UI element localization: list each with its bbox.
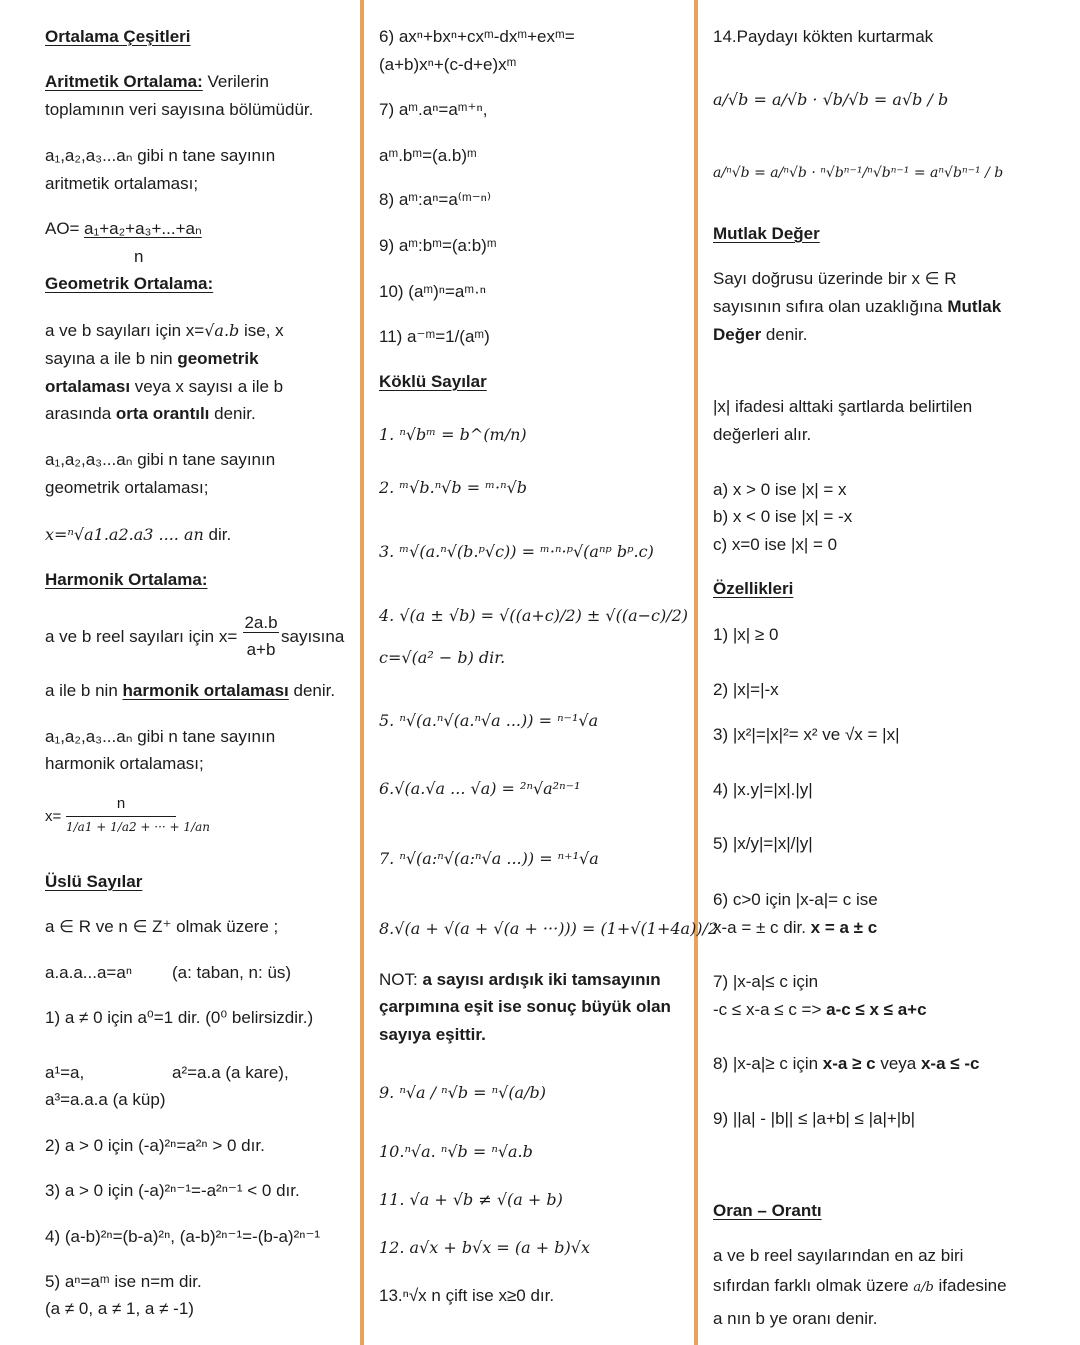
root-rule10: 10.ⁿ√a. ⁿ√b = ⁿ√a.b (379, 1142, 533, 1161)
md-line3-a: Değer (713, 325, 762, 344)
prop6-line2-b: x = a ± c (810, 918, 878, 937)
geo-line3 (45, 377, 283, 397)
prop4: 4) |x.y|=|x|.|y| (713, 780, 813, 799)
rule7: 7) aᵐ.aⁿ=aᵐ⁺ⁿ, (379, 100, 488, 119)
aritmetik-def-text: Verilerin (202, 72, 269, 91)
column-divider-left (360, 0, 364, 1345)
geo-seq-line2: geometrik ortalaması; (45, 478, 209, 497)
prop7-line2-a: -c ≤ x-a ≤ c => (713, 1000, 827, 1019)
prop5: 5) |x/y|=|x|/|y| (713, 834, 813, 853)
prop7-line1: 7) |x-a|≤ c için (713, 972, 819, 991)
case-b: b) x < 0 ise |x| = -x (713, 507, 853, 526)
uslu-rule1c: a³=a.a.a (a küp) (45, 1090, 166, 1109)
case-a: a) x > 0 ise |x| = x (713, 480, 847, 499)
prop7-line2-b: a-c ≤ x ≤ a+c (826, 1000, 927, 1019)
harm-line2-a: a ile b nin (45, 681, 123, 700)
uslu-line2-b: (a: taban, n: üs) (172, 963, 292, 982)
arit-seq-line1: a₁,a₂,a₃...aₙ gibi n tane sayının (45, 146, 276, 165)
geo-line1 (45, 321, 284, 341)
geo-seq-line1: a₁,a₂,a₃...aₙ gibi n tane sayının (45, 450, 276, 469)
oran-line2-a: sıfırdan farklı olmak üzere (713, 1276, 914, 1295)
payday-formula2: a/ⁿ√b = a/ⁿ√b · ⁿ√bⁿ⁻¹/ⁿ√bⁿ⁻¹ = aⁿ√bⁿ⁻¹ / b (713, 165, 1004, 181)
prop8-c: veya (875, 1054, 921, 1073)
root-rule8: 8.√(a + √(a + √(a + ···))) = (1+√(1+4a))/2 (379, 919, 719, 938)
harmonik-heading: Harmonik Ortalama: (45, 570, 208, 589)
prop6-line2 (713, 918, 877, 938)
case-c: c) x=0 ise |x| = 0 (713, 535, 838, 554)
koklu-heading: Köklü Sayılar (379, 372, 487, 391)
rule6-line1: 6) axⁿ+bxⁿ+cxᵐ-dxᵐ+exᵐ= (379, 27, 575, 46)
geo-formula (45, 525, 231, 545)
prop9: 9) ||a| - |b|| ≤ |a+b| ≤ |a|+|b| (713, 1109, 916, 1128)
harm-line2 (45, 681, 335, 701)
prop8 (713, 1054, 979, 1074)
harm-seq-line1: a₁,a₂,a₃...aₙ gibi n tane sayının (45, 727, 276, 746)
geo-line4-b: orta orantılı (115, 404, 210, 423)
note-line3: sayıya eşittir. (379, 1025, 486, 1044)
harm-x-label: x= (45, 808, 62, 825)
prop6-line2-a: x-a = ± c dir. (713, 918, 811, 937)
aritmetik-def-line1 (45, 72, 269, 92)
harm-line2-c: denir. (288, 681, 336, 700)
root-rule3: 3. ᵐ√(a.ⁿ√(b.ᵖ√c)) = ᵐ·ⁿ·ᵖ√(aⁿᵖ bᵖ.c) (379, 542, 654, 561)
oran-line1: a ve b reel sayılarından en az biri (713, 1246, 964, 1265)
root-rule5: 5. ⁿ√(a.ⁿ√(a.ⁿ√a ...)) = ⁿ⁻¹√a (379, 711, 599, 730)
harm-line1-b: sayısına (281, 627, 345, 646)
uslu-heading: Üslü Sayılar (45, 872, 143, 891)
uslu-rule1: 1) a ≠ 0 için a⁰=1 dir. (0⁰ belirsizdir.) (45, 1008, 314, 1027)
harm-fraction-bar (243, 632, 279, 633)
root-rule4b: c=√(a² − b) dir. (379, 648, 506, 667)
root-rule12: 12. a√x + b√x = (a + b)√x (379, 1238, 590, 1257)
root-rule2: 2. ᵐ√b.ⁿ√b = ᵐ·ⁿ√b (379, 478, 528, 497)
note-line1-text: a sayısı ardışık iki tamsayının (417, 970, 661, 989)
oran-heading: Oran – Orantı (713, 1201, 822, 1220)
prop7-line2 (713, 1000, 927, 1020)
aritmetik-heading: Aritmetik Ortalama: (45, 72, 203, 91)
root-rule13: 13.ⁿ√x n çift ise x≥0 dır. (379, 1286, 555, 1305)
geo-formula-tail: dir. (203, 525, 232, 544)
prop3: 3) |x²|=|x|²= x² ve √x = |x| (713, 725, 900, 744)
prop1: 1) |x| ≥ 0 (713, 625, 779, 644)
geo-sqrt-ab: √a.b (204, 321, 240, 340)
oran-line2 (713, 1276, 1007, 1296)
ao-numerator: a₁+a₂+a₃+...+aₙ (84, 219, 202, 238)
ao-label: AO= (45, 219, 80, 238)
uslu-line1: a ∈ R ve n ∈ Z⁺ olmak üzere ; (45, 917, 279, 936)
note-line1 (379, 970, 661, 990)
root-rule9: 9. ⁿ√a / ⁿ√b = ⁿ√(a/b) (379, 1083, 546, 1102)
harm-line2-b: harmonik ortalaması (122, 681, 289, 700)
uslu-rule3: 3) a > 0 için (-a)²ⁿ⁻¹=-a²ⁿ⁻¹ < 0 dır. (45, 1181, 300, 1200)
note-line2: çarpımına eşit ise sonuç büyük olan (379, 997, 671, 1016)
uslu-rule4: 4) (a-b)²ⁿ=(b-a)²ⁿ, (a-b)²ⁿ⁻¹=-(b-a)²ⁿ⁻¹ (45, 1227, 321, 1246)
arit-seq-line2: aritmetik ortalaması; (45, 174, 199, 193)
md-line2-b: Mutlak (947, 297, 1002, 316)
prop6-line1: 6) c>0 için |x-a|= c ise (713, 890, 878, 909)
harm-seq-line2: harmonik ortalaması; (45, 754, 204, 773)
uslu-line2-a: a.a.a...a=aⁿ (45, 963, 133, 982)
note-label: NOT: (379, 970, 418, 989)
harm-line1-a: a ve b reel sayıları için x= (45, 627, 238, 646)
oran-line2-b: ifadesine (933, 1276, 1007, 1295)
md-line3-b: denir. (761, 325, 808, 344)
geo-line3-b: veya x sayısı a ile b (130, 377, 284, 396)
md-line3 (713, 325, 808, 345)
md-line2-a: sayısının sıfıra olan uzaklığına (713, 297, 948, 316)
oran-fraction: a/b (913, 1280, 934, 1295)
rule6-line2: (a+b)xⁿ+(c-d+e)xᵐ (379, 55, 517, 74)
geo-line2 (45, 349, 259, 369)
column-divider-right (694, 0, 698, 1345)
uslu-rule5b: (a ≠ 0, a ≠ 1, a ≠ -1) (45, 1299, 194, 1318)
uslu-rule1b-b: a²=a.a (a kare), (172, 1063, 289, 1082)
aritmetik-def-line2: toplamının veri sayısına bölümüdür. (45, 100, 314, 119)
uslu-rule5: 5) aⁿ=aᵐ ise n=m dir. (45, 1272, 202, 1291)
prop8-d: x-a ≤ -c (920, 1054, 980, 1073)
geo-line2-b: geometrik (177, 349, 259, 368)
md-line5: değerleri alır. (713, 425, 812, 444)
root-rule11: 11. √a + √b ≠ √(a + b) (379, 1190, 563, 1209)
root-rule4: 4. √(a ± √b) = √((a+c)/2) ± √((a−c)/2) (379, 606, 689, 625)
mutlak-heading: Mutlak Değer (713, 224, 820, 243)
geo-line4-a: arasında (45, 404, 116, 423)
geometrik-heading: Geometrik Ortalama: (45, 274, 214, 293)
ozellik-heading: Özellikleri (713, 579, 794, 598)
root-rule1: 1. ⁿ√bᵐ = b^(m/n) (379, 425, 527, 444)
harm-formula-bar (66, 816, 176, 817)
root-rule7: 7. ⁿ√(a:ⁿ√(a:ⁿ√a ...)) = ⁿ⁺¹√a (379, 849, 599, 868)
ortalama-title: Ortalama Çeşitleri (45, 27, 191, 46)
prop8-a: 8) |x-a|≥ c için (713, 1054, 823, 1073)
root-rule6: 6.√(a.√a ... √a) = ²ⁿ√a²ⁿ⁻¹ (379, 779, 581, 798)
oran-line3: a nın b ye oranı denir. (713, 1309, 878, 1328)
geo-formula-math: x=ⁿ√a1.a2.a3 .... an (45, 525, 204, 544)
md-line2 (713, 297, 1001, 317)
harm-fraction-num: 2a.b (244, 613, 278, 632)
rule11: 11) a⁻ᵐ=1/(aᵐ) (379, 327, 490, 346)
rule10: 10) (aᵐ)ⁿ=aᵐ·ⁿ (379, 282, 486, 301)
payday-formula1: a/√b = a/√b · √b/√b = a√b / b (713, 90, 949, 109)
ao-denominator: n (134, 247, 144, 266)
geo-line4 (45, 404, 256, 424)
md-line1: Sayı doğrusu üzerinde bir x ∈ R (713, 269, 957, 288)
rule9: 9) aᵐ:bᵐ=(a:b)ᵐ (379, 236, 497, 255)
geo-line2-a: sayına a ile b nin (45, 349, 178, 368)
prop8-b: x-a ≥ c (822, 1054, 876, 1073)
payday-title: 14.Paydayı kökten kurtarmak (713, 27, 934, 46)
geo-line4-c: denir. (209, 404, 256, 423)
rule8: 8) aᵐ:aⁿ=a⁽ᵐ⁻ⁿ⁾ (379, 190, 492, 209)
harm-fraction-den: a+b (246, 640, 276, 659)
uslu-rule1b-a: a¹=a, (45, 1063, 85, 1082)
rule7b: aᵐ.bᵐ=(a.b)ᵐ (379, 146, 477, 165)
geo-line3-a: ortalaması (45, 377, 131, 396)
prop2: 2) |x|=|-x (713, 680, 779, 699)
harm-formula-den: 1/a1 + 1/a2 + ··· + 1/an (66, 820, 210, 834)
harm-formula-num: n (116, 795, 126, 812)
md-line4: |x| ifadesi alttaki şartlarda belirtilen (713, 397, 973, 416)
uslu-rule2: 2) a > 0 için (-a)²ⁿ=a²ⁿ > 0 dır. (45, 1136, 265, 1155)
geo-line1-a: a ve b sayıları için x= (45, 321, 205, 340)
geo-line1-c: ise, x (239, 321, 284, 340)
